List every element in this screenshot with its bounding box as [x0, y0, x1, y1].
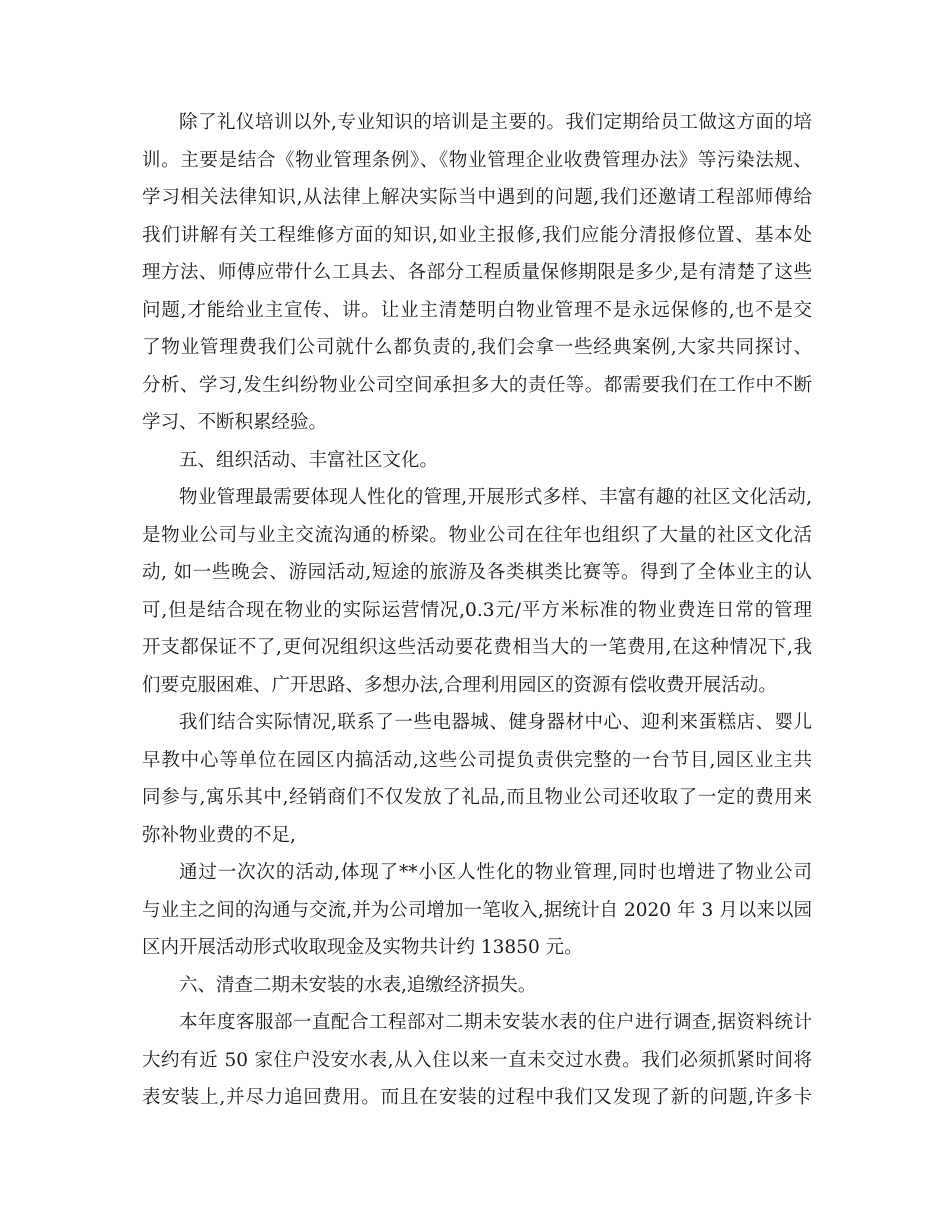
- section-heading: 五、组织活动、丰富社区文化。: [179, 449, 439, 471]
- text-line: 早教中心等单位在园区内搞活动,这些公司提负责供完整的一台节目,园区业主共: [142, 749, 812, 771]
- text-line: 与业主之间的沟通与交流,并为公司增加一笔收入,据统计自 2020 年 3 月以来以园: [142, 899, 812, 921]
- text-line: 理方法、师傅应带什么工具去、各部分工程质量保修期限是多少,是有清楚了这些: [142, 262, 812, 283]
- text-line: 是物业公司与业主交流沟通的桥梁。物业公司在往年也组织了大量的社区文化活: [142, 524, 812, 546]
- text-line: 本年度客服部一直配合工程部对二期未安装水表的住户进行调查,据资料统计: [179, 1012, 812, 1033]
- text-line: 动, 如一些晚会、游园活动,短途的旅游及各类棋类比赛等。得到了全体业主的认: [142, 562, 812, 583]
- text-line: 表安装上,并尽力追回费用。而且在安装的过程中我们又发现了新的问题,许多卡: [142, 1087, 812, 1108]
- text-line: 学习相关法律知识,从法律上解决实际当中遇到的问题,我们还邀请工程部师傅给: [142, 187, 812, 208]
- text-line: 开支都保证不了,更何况组织这些活动要花费相当大的一笔费用,在这种情况下,我: [142, 637, 812, 658]
- text-line: 同参与,寓乐其中,经销商们不仅发放了礼品,而且物业公司还收取了一定的费用来: [142, 787, 812, 808]
- text-line: 我们讲解有关工程维修方面的知识,如业主报修,我们应能分清报修位置、基本处: [142, 224, 812, 246]
- text-line: 弥补物业费的不足,: [142, 824, 296, 846]
- text-line: 分析、学习,发生纠纷物业公司空间承担多大的责任等。都需要我们在工作中不断: [142, 374, 812, 396]
- text-line: 区内开展活动形式收取现金及实物共计约 13850 元。: [142, 937, 583, 958]
- text-line: 了物业管理费我们公司就什么都负责的,我们会拿一些经典案例,大家共同探讨、: [142, 337, 812, 358]
- text-line: 学习、不断积累经验。: [142, 412, 328, 433]
- text-line: 们要克服困难、广开思路、多想办法,合理利用园区的资源有偿收费开展活动。: [142, 674, 777, 696]
- text-line: 可,但是结合现在物业的实际运营情况,0.3元/平方米标准的物业费连日常的管理: [142, 599, 812, 621]
- text-line: 大约有近 50 家住户没安水表,从入住以来一直未交过水费。我们必须抓紧时间将: [142, 1049, 812, 1071]
- document-body: [142, 104, 812, 1117]
- text-line: 我们结合实际情况,联系了一些电器城、健身器材中心、迎利来蛋糕店、婴儿: [179, 712, 812, 733]
- section-heading: 六、清查二期未安装的水表,追缴经济损失。: [179, 974, 537, 996]
- text-line: 训。主要是结合《物业管理条例》、《物业管理企业收费管理办法》等污染法规、: [142, 149, 812, 171]
- text-line: 物业管理最需要体现人性化的管理,开展形式多样、丰富有趣的社区文化活动,: [179, 487, 812, 508]
- text-line: 除了礼仪培训以外,专业知识的培训是主要的。我们定期给员工做这方面的培: [179, 112, 812, 133]
- text-line: 问题,才能给业主宣传、讲。让业主清楚明白物业管理不是永远保修的,也不是交: [142, 299, 812, 321]
- text-line: 通过一次次的活动,体现了**小区人性化的物业管理,同时也增进了物业公司: [179, 862, 812, 883]
